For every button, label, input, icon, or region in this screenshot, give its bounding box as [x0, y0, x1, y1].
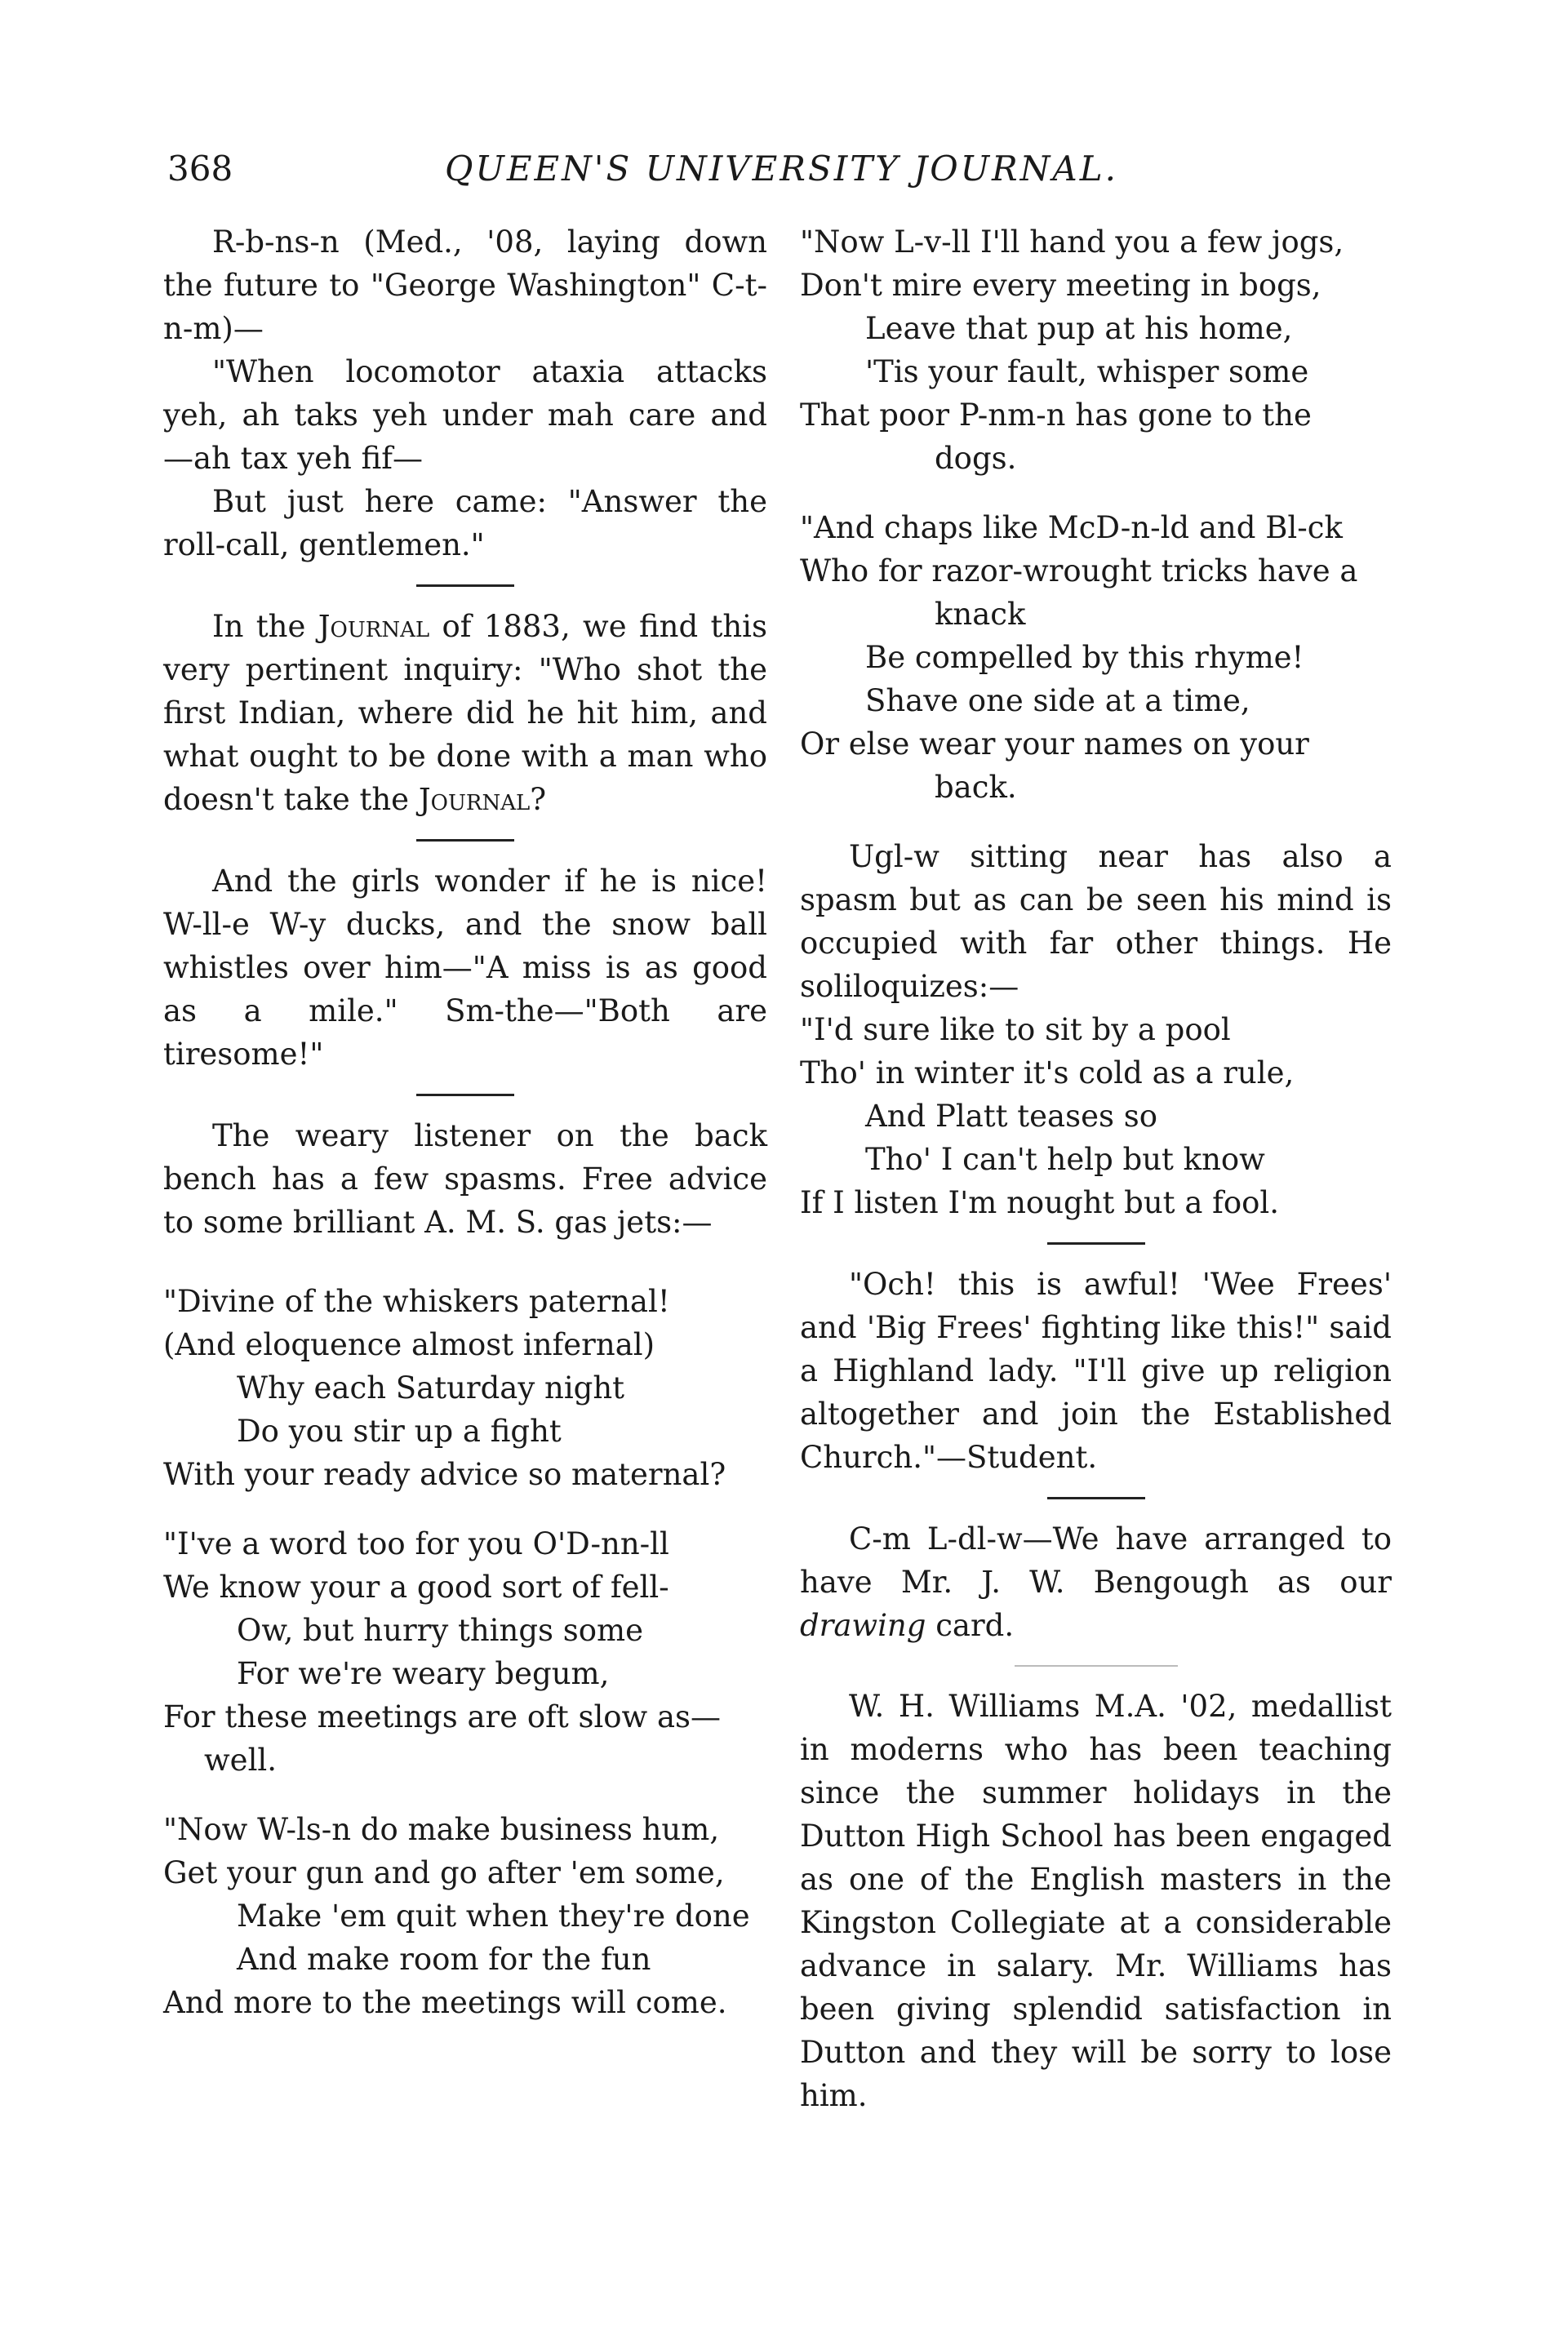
paragraph-ataxia: "When locomotor ataxia attacks yeh, ah taks yeh under mah care and —ah tax yeh fif—	[163, 354, 767, 476]
section-divider	[416, 1094, 514, 1096]
poem-stanza	[800, 506, 1392, 809]
paragraph-robinson: R-b-ns-n (Med., '08, laying down the future to "George Washington" C-t-n-m)—	[163, 224, 767, 346]
text-run: card.	[926, 1608, 1015, 1643]
poem-line: Why each Saturday night	[237, 1370, 625, 1406]
poem-line: Who for razor-wrought tricks have a knack	[800, 553, 1358, 632]
poem-line: And more to the meetings will come.	[163, 1985, 727, 2020]
poem-line: Tho' in winter it's cold as a rule,	[800, 1055, 1295, 1090]
poem-line: "I've a word too for you O'D-nn-ll	[163, 1526, 669, 1561]
text-run: of 1883, we find this very pertinent inquiry: "Who shot the first Indian, where did he hit him, and what ought to be done with a man who doesn't take the	[163, 609, 768, 817]
poem-stanza	[163, 1808, 767, 2024]
journal-title: QUEEN'S UNIVERSITY JOURNAL.	[445, 149, 1118, 189]
poem-stanza	[163, 1280, 767, 1496]
emphasis-text: drawing	[800, 1608, 926, 1643]
poem-line: And Platt teases so	[865, 1099, 1158, 1134]
poem-line: "Now W-ls-n do make business hum,	[163, 1812, 720, 1847]
poem-line: "And chaps like McD-n-ld and Bl-ck	[800, 510, 1343, 545]
paragraph-williams: W. H. Williams M.A. '02, medallist in moderns who has been teaching since the summer holidays in the Dutton High School has been engaged as one of the English masters in the Kingston Collegiate at a considerable advance in salary. Mr. Williams has been giving splendid satisfaction in Dutton and they will be sorry to lose him.	[800, 1689, 1392, 2113]
poem-line: "Now L-v-ll I'll hand you a few jogs,	[800, 224, 1344, 260]
text-run: In the	[212, 609, 318, 644]
poem-stanza	[800, 220, 1392, 480]
poem-line: "Divine of the whiskers paternal!	[163, 1284, 670, 1319]
poem-line: "I'd sure like to sit by a pool	[800, 1012, 1231, 1047]
paragraph-uglow: Ugl-w sitting near has also a spasm but as can be seen his mind is occupied with far other things. He soliloquizes:—	[800, 839, 1392, 1004]
poem-line: Get your gun and go after 'em some,	[163, 1855, 725, 1890]
poem-line: Or else wear your names on your back.	[800, 726, 1309, 805]
poem-line: If I listen I'm nought but a fool.	[800, 1185, 1279, 1220]
journal-name: Journal	[418, 782, 531, 817]
left-column	[163, 220, 767, 2024]
poem-line: 'Tis your fault, whisper some	[865, 354, 1309, 389]
section-divider	[1047, 1242, 1145, 1245]
poem-line: For these meetings are oft slow as— well.	[163, 1699, 722, 1778]
paragraph-roll-call: But just here came: "Answer the roll-call, gentlemen."	[163, 484, 767, 562]
poem-line: Be compelled by this rhyme!	[865, 640, 1304, 675]
section-divider	[416, 839, 514, 842]
paragraph-girls-wonder: And the girls wonder if he is nice! W-ll-e W-y ducks, and the snow ball whistles over him—"A miss is as good as a mile." Sm-the—"Both are tiresome!"	[163, 864, 767, 1072]
paragraph-bengough	[800, 1517, 1392, 1647]
poem-line: With your ready advice so maternal?	[163, 1457, 726, 1492]
poem-line: For we're weary begum,	[237, 1656, 610, 1691]
journal-name: Journal	[318, 609, 430, 644]
poem-line: Ow, but hurry things some	[237, 1613, 644, 1648]
poem-stanza	[163, 1522, 767, 1782]
poem-line: Make 'em quit when they're done	[237, 1899, 750, 1934]
section-divider	[1047, 1497, 1145, 1499]
paragraph-weary-listener: The weary listener on the back bench has a few spasms. Free advice to some brilliant A. M. S. gas jets:—	[163, 1118, 767, 1240]
poem-line: Leave that pup at his home,	[865, 311, 1293, 346]
poem-line: That poor P-nm-n has gone to the dogs.	[800, 397, 1312, 476]
poem-stanza	[800, 1008, 1392, 1224]
section-divider	[1015, 1665, 1178, 1667]
page-header	[0, 149, 1568, 206]
poem-line: Tho' I can't help but know	[865, 1142, 1265, 1177]
poem-line: And make room for the fun	[237, 1942, 651, 1977]
paragraph-journal-1883	[163, 605, 767, 821]
poem-line: Do you stir up a fight	[237, 1414, 562, 1449]
text-run: C-m L-dl-w—We have arranged to have Mr. J. W. Bengough as our	[800, 1521, 1392, 1600]
poem-line: Shave one side at a time,	[865, 683, 1250, 718]
paragraph-highland-lady: "Och! this is awful! 'Wee Frees' and 'Big Frees' fighting like this!" said a Highland lady. "I'll give up religion altogether and join the Established Church."—Student.	[800, 1267, 1392, 1475]
poem-line: Don't mire every meeting in bogs,	[800, 268, 1321, 303]
page-number: 368	[167, 149, 233, 189]
poem-line: We know your a good sort of fell-	[163, 1570, 669, 1605]
right-column	[800, 220, 1392, 2117]
section-divider	[416, 584, 514, 587]
text-run: ?	[530, 782, 547, 817]
poem-line: (And eloquence almost infernal)	[163, 1327, 655, 1362]
